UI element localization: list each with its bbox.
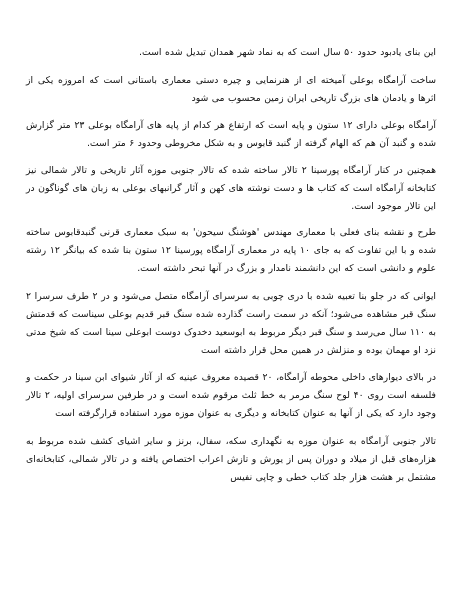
paragraph-1: این بنای یادبود حدود ۵۰ سال است که به نماد شهر همدان تبدیل شده است. bbox=[139, 47, 436, 58]
paragraph-7: در بالای دیوارهای داخلی محوطه آرامگاه، ۲۰ قصیده معروف عینیه که از آثار شیوای ابن سینا در حکمت و فلسفه است روی ۴۰ لوح سنگ مرمر به خط ثلث مرقوم شده است و در طرفین سرسرای اولیه، ۲ تالار وجود دارد که یکی از آنها به عنوان کتابخانه و دیگری به عنوان موزه مورد استفاده قرارگرفته است bbox=[26, 372, 436, 419]
paragraph-6: ایوانی که در جلو بنا تعبیه شده با دری چوبی به سرسرای آرامگاه متصل می‌شود و در ۲ طرف سرسرا ۲ سنگ قبر مشاهده می‌شود؛ آنکه در سمت راست گذارده شده سنگ قبر قدیم بوعلی سیناست که قدمتش به ۱۱۰ سال می‌رسد و سنگ قبر دیگر مربوط به ابوسعید دخدوک دوست ابوعلی سینا است که شیخ مدتی نزد او مهمان بوده و منزلش در همین محل قرار داشته است bbox=[26, 291, 437, 356]
paragraph-3: آرامگاه بوعلی دارای ۱۲ ستون و پایه است که ارتفاع هر کدام از پایه های آرامگاه بوعلی ۲۳ متر گزارش شده و گنبد آن هم که الهام گرفته از گنبد قابوس و به شکل مخروطی وحدود ۶ متر است. bbox=[26, 120, 436, 149]
paragraph-2: ساخت آرامگاه بوعلی آمیخته ای از هنرنمایی و چیره دستی معماری باستانی است که امروزه یکی از اثرها و یادمان های بزرگ تاریخی ایران زمین محسوب می شود bbox=[26, 75, 436, 104]
paragraph-5: طرح و نقشه بنای فعلی با معماری مهندس 'هوشنگ سیحون' به سبک معماری قرنی گنبدقابوس ساخته شده و با این تفاوت که به جای ۱۰ پایه در معماری آرامگاه پورسینا ۱۲ ستون بنا شده که بیانگر ۱۲ رشته علوم و دانشی است که این دانشمند نامدار و بزرگ در آنها تبحر داشته است. bbox=[26, 227, 436, 274]
paragraph-4: همچنین در کنار آرامگاه پورسینا ۲ تالار ساخته شده که تالار جنوبی موزه آثار تاریخی و تالار شمالی نیز کتابخانه آرامگاه است که کتاب ها و دست نوشته های کهن و آثار گرانبهای بوعلی به زبان های گوناگون در این تالار موجود است. bbox=[26, 165, 436, 212]
document-body bbox=[26, 44, 436, 499]
paragraph-8: تالار جنوبی آرامگاه به عنوان موزه به نگهداری سکه، سفال، برنز و سایر اشیای کشف شده مربوط به هزاره‌های قبل از میلاد و دوران پس از یورش و تازش اعراب اختصاص یافته و در تالار شمالی، کتابخانه‌ای مشتمل بر هشت هزار جلد کتاب خطی و چاپی نفیس bbox=[26, 436, 436, 483]
